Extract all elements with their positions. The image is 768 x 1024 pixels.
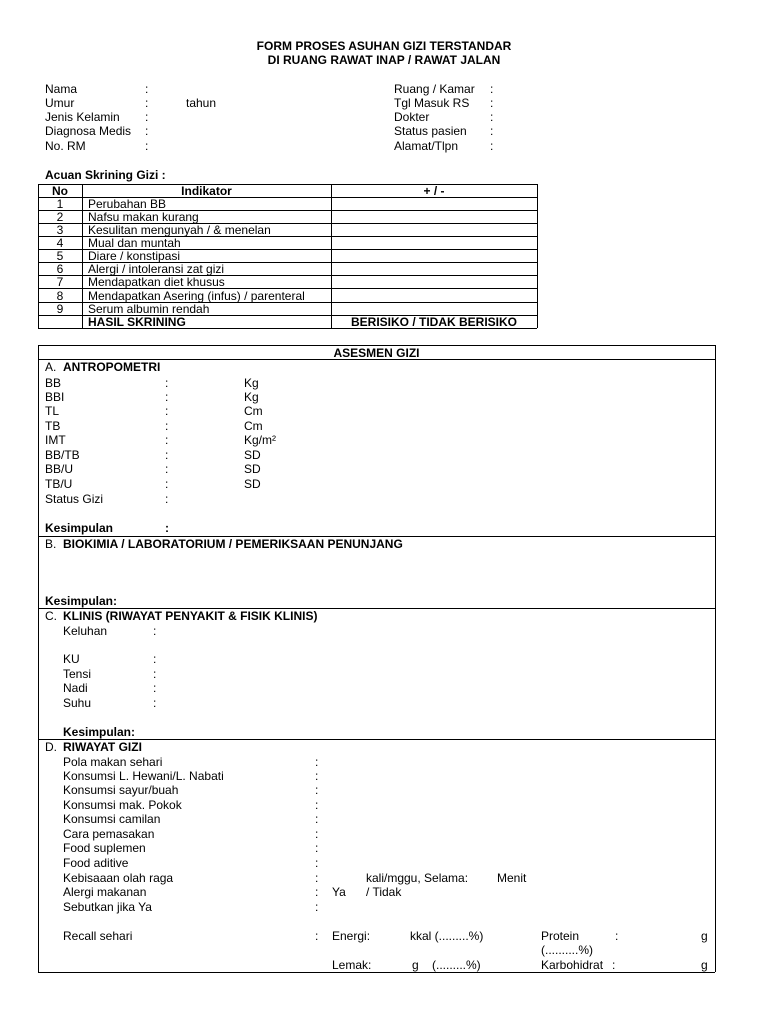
gizi-colon: : bbox=[315, 798, 319, 812]
asesmen-heading: ASESMEN GIZI bbox=[333, 346, 420, 360]
screening-heading: Acuan Skrining Gizi : bbox=[45, 168, 166, 182]
antro-unit: Cm bbox=[244, 419, 263, 433]
section-d-title: RIWAYAT GIZI bbox=[63, 740, 142, 754]
screening-row-indikator: Mual dan muntah bbox=[88, 236, 181, 250]
gizi-label: Konsumsi sayur/buah bbox=[63, 783, 179, 797]
antro-colon: : bbox=[165, 433, 169, 447]
identity-colon: : bbox=[490, 96, 494, 110]
recall-protein-colon: : bbox=[615, 929, 619, 943]
antro-colon: : bbox=[165, 477, 169, 491]
recall-protein-unit: g bbox=[701, 929, 708, 943]
identity-label-alamat: Alamat/Tlpn bbox=[394, 139, 459, 153]
recall-protein-label: Protein bbox=[541, 929, 580, 943]
identity-label-ruang: Ruang / Kamar bbox=[394, 82, 475, 96]
screening-row-no: 3 bbox=[56, 223, 64, 237]
recall-energi-label: Energi: bbox=[332, 929, 371, 943]
screening-row-no: 6 bbox=[56, 262, 64, 276]
form-title-line1: FORM PROSES ASUHAN GIZI TERSTANDAR bbox=[256, 39, 512, 53]
recall-protein-percent: (..........%) bbox=[541, 943, 594, 957]
antro-unit: Kg/m² bbox=[244, 433, 277, 447]
gizi-label-recall: Recall sehari bbox=[63, 929, 133, 943]
antro-label: IMT bbox=[45, 433, 66, 447]
gizi-label: Food aditive bbox=[63, 856, 129, 870]
screening-row-indikator: Mendapatkan Asering (infus) / parenteral bbox=[88, 289, 305, 303]
box-rule bbox=[38, 972, 715, 973]
section-b-letter: B. bbox=[45, 537, 57, 551]
screening-row-indikator: Alergi / intoleransi zat gizi bbox=[88, 262, 225, 276]
recall-lemak-unit: g bbox=[412, 958, 419, 972]
identity-colon: : bbox=[145, 96, 149, 110]
alergi-tidak: / Tidak bbox=[366, 885, 402, 899]
identity-label-tgl-masuk: Tgl Masuk RS bbox=[394, 96, 470, 110]
antro-unit: SD bbox=[244, 462, 261, 476]
gizi-colon: : bbox=[315, 871, 319, 885]
identity-colon: : bbox=[490, 139, 494, 153]
section-a-kesimpulan: Kesimpulan bbox=[45, 521, 114, 535]
antro-label: TB/U bbox=[45, 477, 73, 491]
gizi-colon: : bbox=[315, 769, 319, 783]
gizi-label-alergi: Alergi makanan bbox=[63, 885, 147, 899]
identity-colon: : bbox=[490, 124, 494, 138]
screening-row-indikator: Perubahan BB bbox=[88, 197, 167, 211]
antro-label: BB/U bbox=[45, 462, 74, 476]
gizi-label: Konsumsi camilan bbox=[63, 812, 161, 826]
klinis-colon: : bbox=[153, 652, 157, 666]
screening-row-indikator: Serum albumin rendah bbox=[88, 302, 210, 316]
section-c-title: KLINIS (RIWAYAT PENYAKIT & FISIK KLINIS) bbox=[63, 609, 318, 623]
section-b-kesimpulan: Kesimpulan: bbox=[45, 594, 118, 608]
recall-karbo-label: Karbohidrat bbox=[541, 958, 604, 972]
recall-energi-value: kkal (.........%) bbox=[410, 929, 484, 943]
klinis-label: Nadi bbox=[63, 681, 88, 695]
antro-label: BB bbox=[45, 376, 62, 390]
box-rule bbox=[715, 345, 716, 972]
antro-label: BBI bbox=[45, 390, 65, 404]
screening-result-label: HASIL SKRINING bbox=[88, 315, 186, 329]
section-b-title: BIOKIMIA / LABORATORIUM / PEMERIKSAAN PENUNJANG bbox=[63, 537, 403, 551]
screening-row-indikator: Mendapatkan diet khusus bbox=[88, 275, 225, 289]
gizi-colon: : bbox=[315, 783, 319, 797]
antro-colon: : bbox=[165, 462, 169, 476]
screening-row-no: 8 bbox=[56, 289, 64, 303]
antro-colon: : bbox=[165, 390, 169, 404]
screening-row-indikator: Nafsu makan kurang bbox=[88, 210, 199, 224]
recall-karbo-colon: : bbox=[612, 958, 616, 972]
klinis-colon: : bbox=[153, 696, 157, 710]
klinis-label: Suhu bbox=[63, 696, 92, 710]
identity-colon: : bbox=[490, 110, 494, 124]
klinis-colon: : bbox=[153, 624, 157, 638]
identity-colon: : bbox=[145, 124, 149, 138]
identity-label-jenis-kelamin: Jenis Kelamin bbox=[45, 110, 120, 124]
klinis-label: KU bbox=[63, 652, 80, 666]
screening-header-result: + / - bbox=[423, 184, 445, 198]
antro-unit: Kg bbox=[244, 376, 259, 390]
identity-label-umur: Umur bbox=[45, 96, 75, 110]
table-rule bbox=[331, 184, 332, 328]
gizi-label: Konsumsi L. Hewani/L. Nabati bbox=[63, 769, 224, 783]
antro-colon: : bbox=[165, 376, 169, 390]
antro-unit: Kg bbox=[244, 390, 259, 404]
antro-label: BB/TB bbox=[45, 448, 80, 462]
table-rule bbox=[82, 184, 83, 328]
gizi-colon: : bbox=[315, 755, 319, 769]
screening-header-no: No bbox=[52, 184, 68, 198]
gizi-colon: : bbox=[315, 841, 319, 855]
gizi-label: Pola makan sehari bbox=[63, 755, 163, 769]
section-c-kesimpulan: Kesimpulan: bbox=[63, 725, 136, 739]
screening-row-no: 5 bbox=[56, 249, 64, 263]
screening-result-value: BERISIKO / TIDAK BERISIKO bbox=[350, 315, 517, 329]
gizi-colon: : bbox=[315, 856, 319, 870]
recall-karbo-unit: g bbox=[701, 958, 708, 972]
gizi-colon: : bbox=[315, 827, 319, 841]
klinis-colon: : bbox=[153, 667, 157, 681]
identity-colon: : bbox=[145, 82, 149, 96]
screening-row-indikator: Kesulitan mengunyah / & menelan bbox=[88, 223, 271, 237]
screening-row-no: 1 bbox=[56, 197, 64, 211]
antro-unit: SD bbox=[244, 448, 261, 462]
antro-label: Status Gizi bbox=[45, 492, 104, 506]
identity-label-dokter: Dokter bbox=[394, 110, 430, 124]
olahraga-menit: Menit bbox=[497, 871, 527, 885]
identity-umur-unit: tahun bbox=[186, 96, 217, 110]
screening-row-no: 7 bbox=[56, 275, 64, 289]
antro-colon: : bbox=[165, 492, 169, 506]
screening-row-no: 4 bbox=[56, 236, 64, 250]
identity-colon: : bbox=[145, 139, 149, 153]
box-rule bbox=[38, 345, 39, 972]
identity-label-nama: Nama bbox=[45, 82, 78, 96]
identity-label-diagnosa: Diagnosa Medis bbox=[45, 124, 132, 138]
alergi-ya: Ya bbox=[332, 885, 346, 899]
section-a-kesimpulan-colon: : bbox=[165, 521, 169, 535]
klinis-label: Tensi bbox=[63, 667, 92, 681]
identity-colon: : bbox=[145, 110, 149, 124]
klinis-colon: : bbox=[153, 681, 157, 695]
gizi-label-sebutkan: Sebutkan jika Ya bbox=[63, 900, 152, 914]
screening-row-indikator: Diare / konstipasi bbox=[88, 249, 181, 263]
antro-colon: : bbox=[165, 404, 169, 418]
identity-label-no-rm: No. RM bbox=[45, 139, 86, 153]
table-rule bbox=[537, 184, 538, 328]
section-d-letter: D. bbox=[45, 740, 57, 754]
gizi-colon: : bbox=[315, 812, 319, 826]
antro-label: TB bbox=[45, 419, 61, 433]
form-title-line2: DI RUANG RAWAT INAP / RAWAT JALAN bbox=[267, 53, 501, 67]
screening-row-no: 9 bbox=[56, 302, 64, 316]
identity-label-status: Status pasien bbox=[394, 124, 467, 138]
gizi-colon: : bbox=[315, 900, 319, 914]
section-a-letter: A. bbox=[45, 360, 57, 374]
antro-colon: : bbox=[165, 448, 169, 462]
gizi-label: Food suplemen bbox=[63, 841, 146, 855]
antro-label: TL bbox=[45, 404, 60, 418]
gizi-colon: : bbox=[315, 929, 319, 943]
gizi-colon: : bbox=[315, 885, 319, 899]
klinis-label-keluhan: Keluhan bbox=[63, 624, 108, 638]
gizi-label-olahraga: Kebisaaan olah raga bbox=[63, 871, 174, 885]
screening-row-no: 2 bbox=[56, 210, 64, 224]
section-c-letter: C. bbox=[45, 609, 57, 623]
gizi-label: Cara pemasakan bbox=[63, 827, 155, 841]
screening-header-indikator: Indikator bbox=[181, 184, 232, 198]
antro-unit: Cm bbox=[244, 404, 263, 418]
antro-colon: : bbox=[165, 419, 169, 433]
antro-unit: SD bbox=[244, 477, 261, 491]
section-a-title: ANTROPOMETRI bbox=[63, 360, 161, 374]
olahraga-frequency-text: kali/mggu, Selama: bbox=[366, 871, 469, 885]
recall-lemak-percent: (.........%) bbox=[432, 958, 481, 972]
gizi-label: Konsumsi mak. Pokok bbox=[63, 798, 182, 812]
identity-colon: : bbox=[490, 82, 494, 96]
recall-lemak-label: Lemak: bbox=[332, 958, 372, 972]
